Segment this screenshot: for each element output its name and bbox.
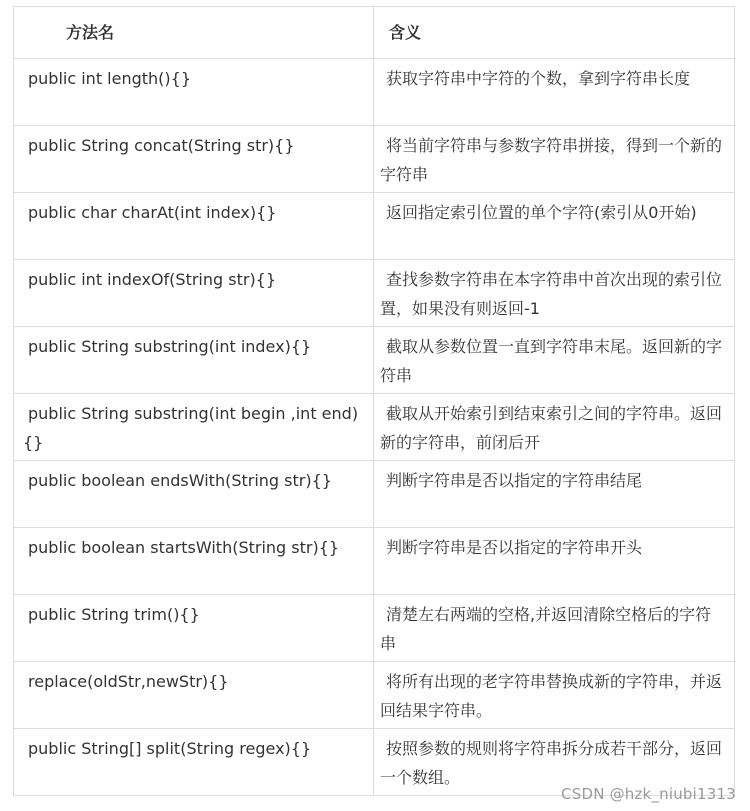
method-cell: public String[] split(String regex){} bbox=[14, 729, 374, 796]
method-cell: public boolean startsWith(String str){} bbox=[14, 528, 374, 595]
table-row bbox=[14, 528, 735, 595]
meaning-cell: 获取字符串中字符的个数，拿到字符串长度 bbox=[374, 59, 735, 126]
method-cell: public String substring(int index){} bbox=[14, 327, 374, 394]
method-cell: public boolean endsWith(String str){} bbox=[14, 461, 374, 528]
table-row bbox=[14, 461, 735, 528]
header-meaning: 含义 bbox=[374, 7, 735, 59]
table-row bbox=[14, 662, 735, 729]
method-cell: public String substring(int begin ,int end){} bbox=[14, 394, 374, 461]
table-row bbox=[14, 595, 735, 662]
table-row bbox=[14, 193, 735, 260]
table-row bbox=[14, 260, 735, 327]
method-cell: public char charAt(int index){} bbox=[14, 193, 374, 260]
meaning-cell: 截取从参数位置一直到字符串末尾。返回新的字符串 bbox=[374, 327, 735, 394]
table-row bbox=[14, 59, 735, 126]
header-method-name: 方法名 bbox=[14, 7, 374, 59]
method-cell: public String concat(String str){} bbox=[14, 126, 374, 193]
method-cell: public int indexOf(String str){} bbox=[14, 260, 374, 327]
method-cell: public int length(){} bbox=[14, 59, 374, 126]
meaning-cell: 判断字符串是否以指定的字符串结尾 bbox=[374, 461, 735, 528]
meaning-cell: 返回指定索引位置的单个字符(索引从0开始) bbox=[374, 193, 735, 260]
meaning-cell: 判断字符串是否以指定的字符串开头 bbox=[374, 528, 735, 595]
meaning-cell: 查找参数字符串在本字符串中首次出现的索引位置，如果没有则返回-1 bbox=[374, 260, 735, 327]
meaning-cell: 清楚左右两端的空格,并返回清除空格后的字符串 bbox=[374, 595, 735, 662]
meaning-cell: 按照参数的规则将字符串拆分成若干部分，返回一个数组。 bbox=[374, 729, 735, 796]
meaning-cell: 将当前字符串与参数字符串拼接，得到一个新的字符串 bbox=[374, 126, 735, 193]
method-cell: replace(oldStr,newStr){} bbox=[14, 662, 374, 729]
table-row bbox=[14, 394, 735, 461]
table-row bbox=[14, 126, 735, 193]
string-methods-table bbox=[13, 6, 735, 796]
csdn-watermark: CSDN @hzk_niubi1313 bbox=[561, 785, 736, 803]
meaning-cell: 截取从开始索引到结束索引之间的字符串。返回新的字符串，前闭后开 bbox=[374, 394, 735, 461]
table-row bbox=[14, 327, 735, 394]
table-header-row bbox=[14, 7, 735, 59]
method-cell: public String trim(){} bbox=[14, 595, 374, 662]
meaning-cell: 将所有出现的老字符串替换成新的字符串，并返回结果字符串。 bbox=[374, 662, 735, 729]
